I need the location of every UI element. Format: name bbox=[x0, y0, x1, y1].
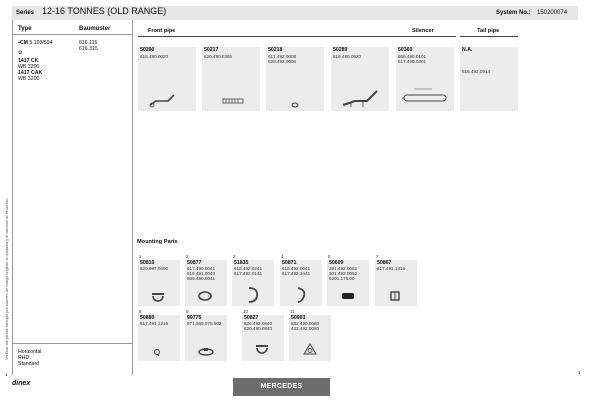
mount-card-50903[interactable] bbox=[289, 315, 331, 361]
system-number: 150200074 bbox=[537, 10, 568, 16]
flex-pipe-icon bbox=[222, 97, 244, 105]
part-ref: 620.490.0365 bbox=[204, 54, 233, 59]
system-label: System No.: bbox=[496, 10, 531, 16]
part-code: 50289 bbox=[333, 47, 348, 53]
part-ref: 971.558.075.502 bbox=[187, 321, 222, 326]
part-ref: 616.490.0920 bbox=[333, 54, 362, 59]
part-ref: 620.490.0840 bbox=[244, 326, 273, 331]
position-number: 9 bbox=[186, 309, 189, 314]
mount-card-50810[interactable] bbox=[138, 260, 180, 306]
baumuster-2: 616.315 bbox=[79, 46, 98, 52]
mount-card-50877[interactable] bbox=[185, 260, 227, 306]
part-ref: 442.492.0080 bbox=[291, 326, 320, 331]
engine-icon: ⚙ bbox=[18, 50, 23, 56]
part-ref: 617.491.1316 bbox=[377, 266, 406, 271]
part-ref: 869.490.0041 bbox=[187, 276, 216, 281]
orientation: Horizontal bbox=[18, 349, 42, 355]
page-number-left: 1 bbox=[5, 372, 8, 377]
model-2: WB 3200 bbox=[18, 64, 40, 70]
intermediate-pipe-icon bbox=[341, 87, 379, 109]
part-code: 50609 bbox=[329, 260, 344, 266]
front-pipe-heading: Front pipe bbox=[148, 28, 176, 34]
part-card-50290[interactable] bbox=[138, 47, 196, 111]
tail-pipe-underline bbox=[460, 36, 518, 37]
part-card-tail-pipe[interactable] bbox=[460, 47, 518, 111]
drive-side: RHD bbox=[18, 355, 30, 361]
type-label: Type bbox=[18, 26, 32, 32]
page-number-right: 1 bbox=[578, 370, 581, 375]
silencer-heading: Silencer bbox=[412, 28, 434, 34]
clamp-icon bbox=[197, 347, 215, 357]
mount-card-51835[interactable] bbox=[232, 260, 274, 306]
part-code: 50827 bbox=[244, 315, 259, 321]
baumuster-label: Baumuster bbox=[79, 26, 111, 32]
part-code: 50217 bbox=[204, 47, 219, 53]
sidebar-disclaimer: Verificar las piezas siempre por número de código original: la máquina y el carcasa de recambio bbox=[5, 198, 9, 360]
brand-banner: MERCEDES bbox=[233, 378, 330, 396]
part-ref: 381.492.0082 bbox=[329, 266, 358, 271]
bolt-icon bbox=[152, 347, 162, 357]
part-ref: 869.490.0101 bbox=[398, 54, 427, 59]
part-code: 99775 bbox=[187, 315, 202, 321]
front-pipe-icon bbox=[148, 91, 176, 109]
gasket-icon bbox=[290, 102, 300, 108]
clamp-icon bbox=[197, 290, 213, 302]
part-ref: 301.492.0082 bbox=[329, 271, 358, 276]
position-number: 10 bbox=[243, 309, 249, 314]
part-code: 50880 bbox=[140, 315, 155, 321]
position-number: 2 bbox=[186, 254, 189, 259]
part-ref: 626.492.0840 bbox=[244, 321, 273, 326]
rubber-mount-icon bbox=[341, 292, 355, 300]
mount-card-50609[interactable] bbox=[327, 260, 369, 306]
part-ref: 617.492.0141 bbox=[234, 271, 263, 276]
part-code: 50810 bbox=[140, 260, 155, 266]
model-3: 1417 CAK bbox=[18, 70, 43, 76]
part-code: 51835 bbox=[234, 260, 249, 266]
silencer-icon bbox=[400, 85, 450, 107]
dinex-logo: dinex bbox=[12, 380, 31, 387]
part-code: N.A. bbox=[462, 47, 473, 53]
part-ref: 617.490.0041 bbox=[187, 266, 216, 271]
part-ref: 618.492.0241 bbox=[234, 266, 263, 271]
type-underline bbox=[12, 34, 132, 35]
position-number: 3 bbox=[233, 254, 236, 259]
left-border bbox=[12, 20, 13, 375]
part-ref: 617.492.3441 bbox=[282, 271, 311, 276]
part-code: 50877 bbox=[187, 260, 202, 266]
part-card-50217[interactable] bbox=[202, 47, 260, 111]
mount-card-50827[interactable] bbox=[242, 315, 284, 361]
column-divider bbox=[132, 20, 133, 375]
position-number: 8 bbox=[139, 309, 142, 314]
clamp-icon bbox=[254, 343, 270, 357]
footer-divider bbox=[12, 343, 132, 344]
clamp-icon bbox=[150, 290, 166, 302]
position-number: 5 bbox=[328, 254, 331, 259]
part-card-50289[interactable] bbox=[331, 47, 389, 111]
part-ref: 617.491.1216 bbox=[140, 321, 169, 326]
part-code: 50290 bbox=[140, 47, 155, 53]
part-ref: 616.492.0914 bbox=[462, 69, 491, 74]
variant: Standard bbox=[18, 361, 40, 367]
part-ref: 616.490.0020 bbox=[140, 54, 169, 59]
part-card-50360[interactable] bbox=[396, 47, 454, 111]
position-number: 4 bbox=[281, 254, 284, 259]
tail-pipe-heading: Tail pipe bbox=[477, 28, 500, 34]
part-ref: 617.492.0008 bbox=[268, 54, 297, 59]
hanger-icon bbox=[389, 290, 401, 302]
part-ref: 628.492.0008 bbox=[268, 59, 297, 64]
part-code: 50871 bbox=[282, 260, 297, 266]
part-ref: 616.492.0041 bbox=[282, 266, 311, 271]
part-ref: 617.490.0301 bbox=[398, 59, 427, 64]
position-number: 1 bbox=[139, 254, 142, 259]
part-card-50218[interactable] bbox=[266, 47, 324, 111]
part-code: 50903 bbox=[291, 315, 306, 321]
baumuster-1: 616.115 bbox=[79, 40, 98, 46]
ccm-icon: ▪CM bbox=[18, 40, 28, 46]
ccm-value: 5.193/594 bbox=[29, 40, 53, 46]
part-code: 50218 bbox=[268, 47, 283, 53]
series-title: 12-16 TONNES (OLD RANGE) bbox=[42, 6, 167, 16]
position-number: 7 bbox=[376, 254, 379, 259]
part-ref: 582.490.0080 bbox=[291, 321, 320, 326]
part-ref: 616.491.0040 bbox=[187, 271, 216, 276]
part-ref: 620.997.0490 bbox=[140, 266, 169, 271]
part-code: 50360 bbox=[398, 47, 413, 53]
part-ref: 6201.175.00 bbox=[329, 276, 355, 281]
model-1: 1417 CK bbox=[18, 58, 39, 64]
mount-card-50867[interactable] bbox=[375, 260, 417, 306]
part-code: 50867 bbox=[377, 260, 392, 266]
flange-icon bbox=[303, 343, 317, 355]
position-number: 11 bbox=[290, 309, 295, 314]
model-4: WB 3200 bbox=[18, 76, 40, 82]
silencer-underline bbox=[396, 36, 454, 37]
bracket-icon bbox=[294, 286, 308, 304]
mount-card-50871[interactable] bbox=[280, 260, 322, 306]
ccm-row bbox=[18, 40, 52, 46]
mount-card-99775[interactable] bbox=[185, 315, 227, 361]
series-label: Series bbox=[16, 10, 35, 16]
mount-card-50880[interactable] bbox=[138, 315, 180, 361]
mounting-parts-heading: Mounting Parts bbox=[137, 239, 178, 245]
bracket-icon bbox=[246, 286, 260, 304]
